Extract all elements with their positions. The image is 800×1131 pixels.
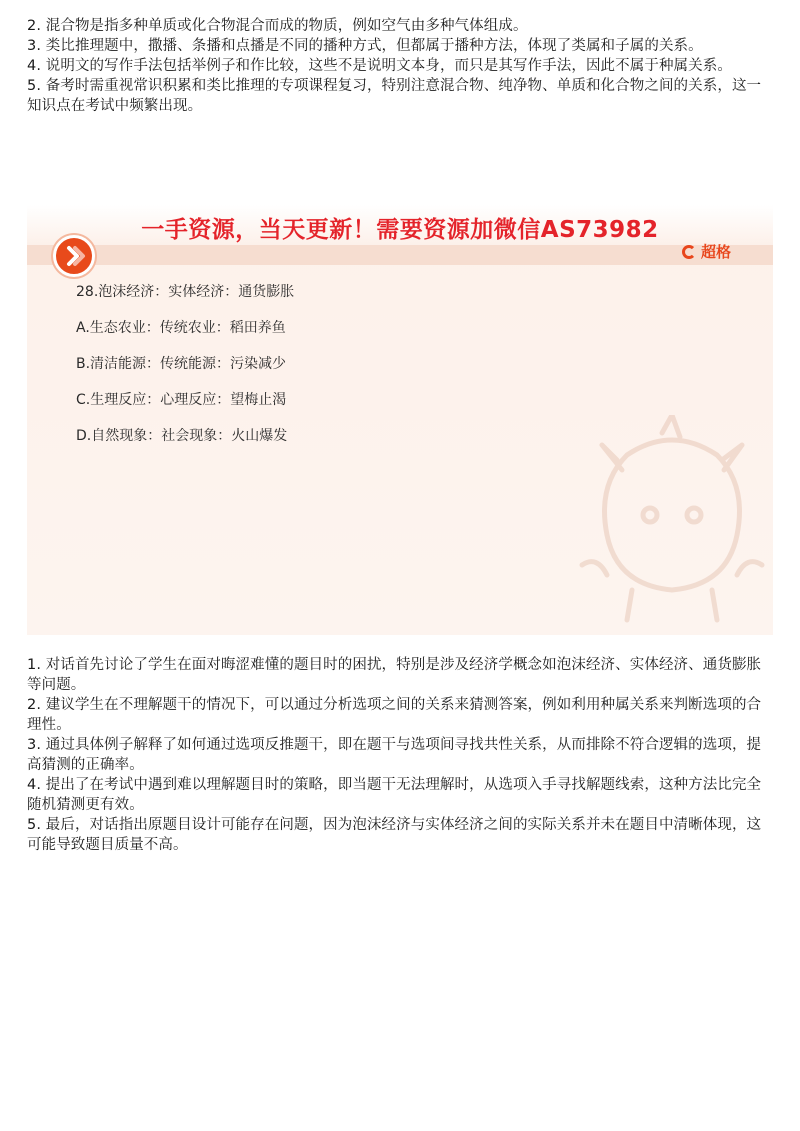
- lecture-slide-image: [27, 205, 773, 635]
- note-paragraph: 3. 类比推理题中，撒播、条播和点播是不同的播种方式，但都属于播种方法，体现了类属和子属的关系。: [27, 38, 703, 54]
- option-d: D.自然现象：社会现象：火山爆发: [76, 428, 288, 444]
- slide-banner: 一手资源，当天更新！需要资源加微信AS73982: [141, 217, 659, 243]
- brand-mark-icon: [682, 245, 696, 259]
- note-paragraph: 5. 备考时需重视常识积累和类比推理的专项课程复习，特别注意混合物、纯净物、单质和化合物之间的关系，这一知识点在考试中频繁出现。: [27, 78, 762, 114]
- option-b: B.清洁能源：传统能源：污染减少: [76, 356, 287, 372]
- option-c: C.生理反应：心理反应：望梅止渴: [76, 392, 287, 408]
- unicorn-mascot-watermark: [572, 415, 772, 625]
- note-paragraph: 1. 对话首先讨论了学生在面对晦涩难懂的题目时的困扰，特别是涉及经济学概念如泡沫经济、实体经济、通货膨胀等问题。: [27, 657, 762, 693]
- note-paragraph: 2. 建议学生在不理解题干的情况下，可以通过分析选项之间的关系来猜测答案，例如利用种属关系来判断选项的合理性。: [27, 697, 762, 733]
- option-a: A.生态农业：传统农业：稻田养鱼: [76, 320, 286, 336]
- note-paragraph: 3. 通过具体例子解释了如何通过选项反推题干，即在题干与选项间寻找共性关系，从而排除不符合逻辑的选项，提高猜测的正确率。: [27, 737, 762, 773]
- brand-logo: [682, 241, 731, 262]
- note-paragraph: 5. 最后，对话指出原题目设计可能存在问题，因为泡沫经济与实体经济之间的实际关系并未在题目中清晰体现，这可能导致题目质量不高。: [27, 817, 762, 853]
- question-stem: 28.泡沫经济：实体经济：通货膨胀: [76, 284, 295, 300]
- top-notes-section: [27, 16, 767, 116]
- note-paragraph: 4. 提出了在考试中遇到难以理解题目时的策略，即当题干无法理解时，从选项入手寻找解题线索，这种方法比完全随机猜测更有效。: [27, 777, 762, 813]
- note-paragraph: 2. 混合物是指多种单质或化合物混合而成的物质，例如空气由多种气体组成。: [27, 18, 528, 34]
- brand-name: 超格: [700, 243, 731, 261]
- arrow-badge-icon: [53, 235, 95, 277]
- bottom-notes-section: [27, 655, 767, 855]
- note-paragraph: 4. 说明文的写作手法包括举例子和作比较，这些不是说明文本身，而只是其写作手法，因此不属于种属关系。: [27, 58, 732, 74]
- slide-header-band: [27, 245, 773, 265]
